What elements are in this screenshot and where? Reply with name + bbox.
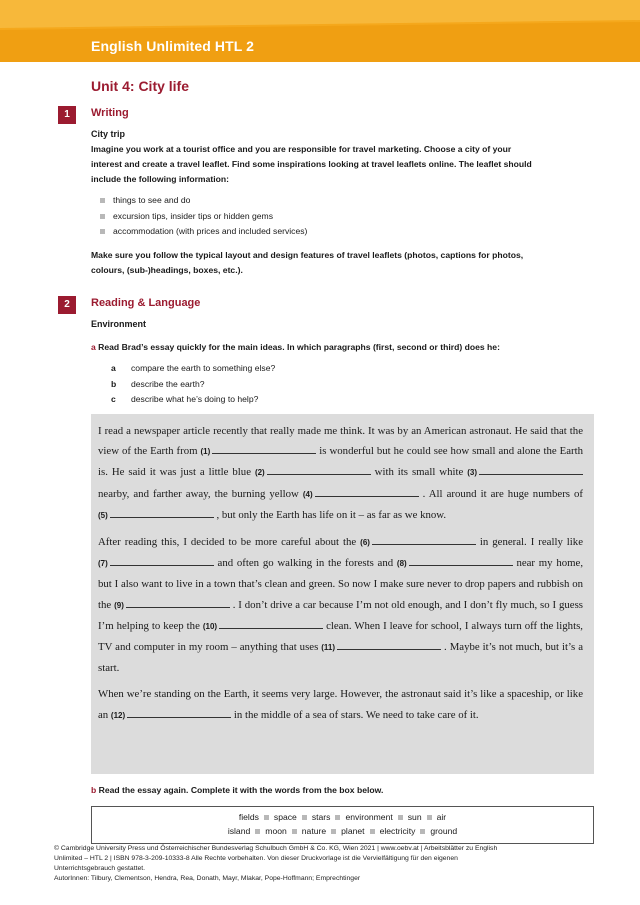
gap-line: [127, 709, 231, 718]
separator-square-icon: [398, 815, 403, 820]
separator-square-icon: [331, 829, 336, 834]
question-item: [111, 361, 275, 377]
word-row-1: [92, 812, 593, 822]
word-item: moon: [265, 826, 287, 836]
gap-line: [315, 488, 419, 497]
separator-square-icon: [370, 829, 375, 834]
separator-square-icon: [264, 815, 269, 820]
gap-line: [479, 466, 583, 475]
gap-2[interactable]: (2): [255, 466, 371, 478]
section-1-bullets: [100, 193, 307, 240]
word-item: sun: [407, 812, 422, 822]
word-box: [91, 806, 594, 844]
word-item: island: [227, 826, 251, 836]
question-item: [111, 377, 275, 393]
task-b-instruction: [91, 785, 383, 795]
unit-title: Unit 4: City life: [91, 78, 190, 94]
gap-line: [110, 557, 214, 566]
gap-line: [337, 641, 441, 650]
gap-line: [212, 445, 316, 454]
essay-paragraph-3: When we’re standing on the Earth, it seems very large. However, the astronaut said it’s like a spaceship, or like an (12) in the middle of a sea of stars. We need to take care of it.: [98, 688, 583, 721]
question-text: describe the earth?: [131, 378, 205, 389]
gap-6[interactable]: (6): [360, 536, 476, 548]
word-item: ground: [430, 826, 458, 836]
brand-title: English Unlimited HTL 2: [91, 38, 255, 54]
word-item: electricity: [379, 826, 416, 836]
task-line: include the following information:: [91, 174, 229, 184]
separator-square-icon: [255, 829, 260, 834]
word-item: air: [436, 812, 447, 822]
word-item: space: [273, 812, 297, 822]
task-letter: b: [91, 785, 97, 795]
separator-square-icon: [302, 815, 307, 820]
gap-line: [110, 509, 214, 518]
bullet-square-icon: [100, 214, 105, 219]
question-letter: b: [111, 378, 117, 389]
bullet-text: accommodation (with prices and included services): [113, 226, 308, 236]
gap-5[interactable]: (5): [98, 509, 214, 521]
section-1-task: [91, 142, 581, 187]
gap-8[interactable]: (8): [397, 557, 513, 569]
list-item: [100, 224, 307, 240]
task-text: Read the essay again. Complete it with the words from the box below.: [98, 785, 384, 795]
gap-4[interactable]: (4): [303, 488, 419, 500]
word-item: nature: [301, 826, 327, 836]
gap-line: [267, 466, 371, 475]
list-item: [100, 209, 307, 225]
essay-text: [98, 421, 583, 726]
task-line: Imagine you work at a tourist office and you are responsible for travel marketing. Choose a city of your: [91, 144, 512, 154]
bullet-square-icon: [100, 229, 105, 234]
word-item: environment: [345, 812, 393, 822]
bullet-square-icon: [100, 198, 105, 203]
question-item: [111, 392, 275, 408]
section-2-subtitle: Environment: [91, 319, 147, 329]
section-2-badge: 2: [58, 296, 76, 314]
section-1-note: [91, 248, 581, 278]
gap-9[interactable]: (9): [114, 599, 230, 611]
essay-paragraph-2: After reading this, I decided to be more careful about the (6) in general. I really like (7) and often go walking in the forests and (8) near my home, but I also want to live in a town that’s clean and green. So now I make sure never to drop papers and rubbish on the (9) . I don’t drive a car because I’m not old enough, and I don’t fly much, so I guess I’m helping to keep the (10) clean. When I leave for school, I always turn off the lights, TV and computer in my room – anything that uses (11) . Maybe it’s not much, but it’s a start.: [98, 536, 584, 675]
footer: [54, 844, 594, 884]
word-item: fields: [238, 812, 259, 822]
note-line: Make sure you follow the typical layout and design features of travel leaflets (photos, captions for photos,: [91, 250, 524, 260]
question-text: describe what he’s doing to help?: [131, 394, 259, 404]
gap-1[interactable]: (1): [201, 445, 317, 457]
word-item: stars: [311, 812, 331, 822]
task-line: interest and create a travel leaflet. Find some inspirations looking at travel leaflets online. The leaflet should: [91, 159, 532, 169]
gap-7[interactable]: (7): [98, 557, 214, 569]
gap-line: [219, 620, 323, 629]
task-a-instruction: [91, 342, 500, 352]
section-2-title: Reading & Language: [91, 297, 201, 309]
bullet-text: things to see and do: [113, 195, 191, 205]
footer-line: © Cambridge University Press und Österreichischer Bundesverlag Schulbuch GmbH & Co. KG, Wien 2021 | www.oebv.at | Arbeitsblätter zu English: [54, 845, 498, 852]
gap-10[interactable]: (10): [203, 620, 323, 632]
footer-line: Unlimited – HTL 2 | ISBN 978-3-209-10333-8 Alle Rechte vorbehalten. Von dieser Druckvorlage ist die Vervielfältigung für den eigenen: [54, 855, 458, 862]
separator-square-icon: [420, 829, 425, 834]
note-line: colours, (sub-)headings, boxes, etc.).: [91, 265, 243, 275]
gap-line: [372, 536, 476, 545]
essay-paragraph-1: I read a newspaper article recently that really made me think. It was by an American astronaut. He said that the view of the Earth from (1) is wonderful but he could see how small and alone the Earth is. He said it was just a little blue (2) with its small white (3) nearby, and farther away, the burning yellow (4) . All around it are huge numbers of (5) , but only the Earth has life on it – as far as we know.: [98, 425, 584, 521]
gap-line: [126, 599, 230, 608]
section-1-subtitle: City trip: [91, 129, 126, 139]
word-row-2: [92, 826, 593, 836]
separator-square-icon: [292, 829, 297, 834]
task-text: Read Brad’s essay quickly for the main ideas. In which paragraphs (first, second or third) does he:: [98, 342, 500, 352]
list-item: [100, 193, 307, 209]
question-list: [111, 361, 275, 408]
task-letter: a: [91, 342, 96, 352]
question-text: compare the earth to something else?: [131, 363, 276, 373]
section-1-title: Writing: [91, 107, 129, 119]
word-item: planet: [341, 826, 365, 836]
separator-square-icon: [335, 815, 340, 820]
gap-11[interactable]: (11): [321, 641, 441, 653]
footer-line: Unterrichtsgebrauch gestattet.: [54, 865, 146, 872]
footer-line: AutorInnen: Tilbury, Clementson, Hendra, Rea, Donath, Mayr, Mlakar, Pope-Hoffmann; Emprechtinger: [54, 875, 361, 882]
gap-line: [409, 557, 513, 566]
bullet-text: excursion tips, insider tips or hidden gems: [113, 210, 274, 221]
question-letter: c: [111, 394, 116, 404]
essay-box: [91, 414, 594, 774]
gap-3[interactable]: (3): [467, 466, 583, 478]
header-band: [0, 0, 640, 62]
gap-12[interactable]: (12): [111, 709, 231, 721]
question-letter: a: [111, 363, 116, 373]
separator-square-icon: [427, 815, 432, 820]
section-1-badge: 1: [58, 106, 76, 124]
